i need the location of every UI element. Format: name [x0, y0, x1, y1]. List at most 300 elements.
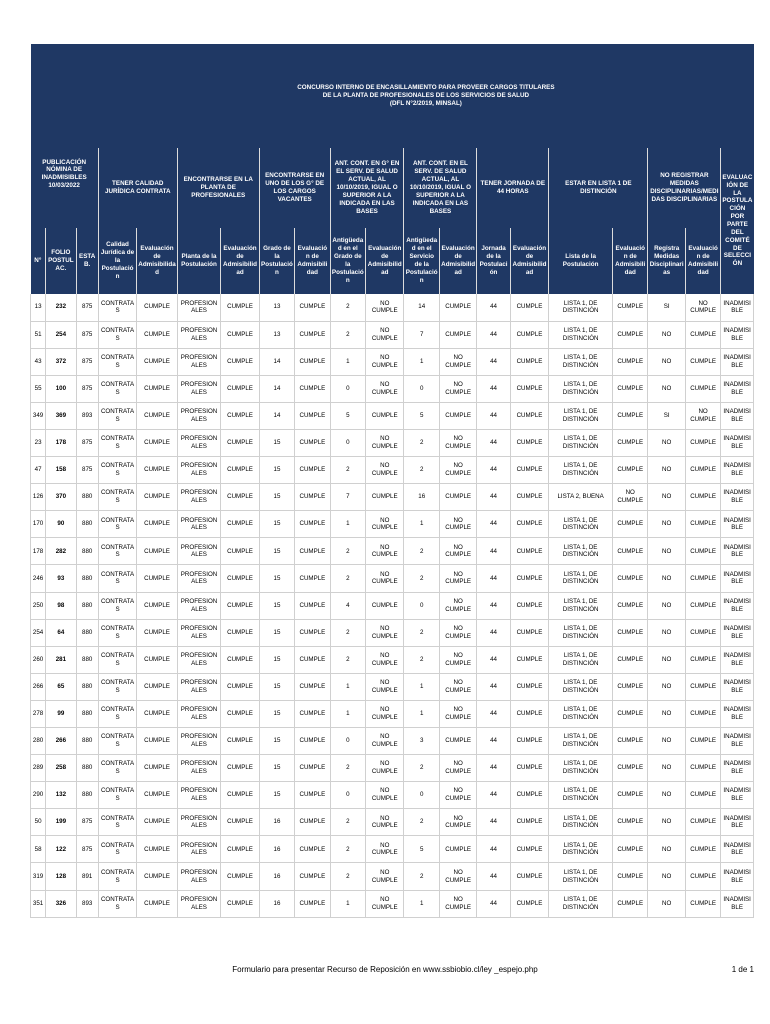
- table-cell: CUMPLE: [221, 375, 259, 402]
- table-cell: CUMPLE: [137, 755, 177, 782]
- table-cell: CONTRATAS: [98, 429, 136, 456]
- table-cell: CUMPLE: [221, 782, 259, 809]
- table-cell: CUMPLE: [221, 321, 259, 348]
- table-cell: CUMPLE: [137, 321, 177, 348]
- table-cell: NO: [648, 700, 685, 727]
- table-row: [31, 321, 754, 348]
- table-cell: 266: [31, 673, 46, 700]
- table-cell: 47: [31, 457, 46, 484]
- table-cell: CUMPLE: [613, 565, 648, 592]
- table-cell: 5: [404, 836, 439, 863]
- table-cell: 122: [46, 836, 76, 863]
- table-cell: CUMPLE: [295, 836, 330, 863]
- table-cell: CUMPLE: [137, 782, 177, 809]
- table-cell: PROFESIONALES: [177, 429, 221, 456]
- table-cell: 44: [477, 348, 510, 375]
- table-cell: CONTRATAS: [98, 809, 136, 836]
- table-cell: 0: [330, 782, 365, 809]
- table-cell: 254: [31, 619, 46, 646]
- table-cell: CUMPLE: [295, 321, 330, 348]
- table-cell: CONTRATAS: [98, 619, 136, 646]
- table-cell: CUMPLE: [613, 863, 648, 890]
- col-n: N°: [31, 228, 46, 294]
- table-cell: NO: [648, 755, 685, 782]
- table-cell: CUMPLE: [510, 321, 548, 348]
- table-cell: NO CUMPLE: [439, 619, 476, 646]
- table-cell: INADMISIBLE: [721, 728, 754, 755]
- table-cell: CUMPLE: [295, 294, 330, 321]
- table-cell: CUMPLE: [137, 375, 177, 402]
- col-calidad: Calidad Jurídica de la Postulación: [98, 228, 136, 294]
- table-cell: CUMPLE: [613, 402, 648, 429]
- req-jornada: TENER JORNADA DE 44 HORAS: [477, 148, 549, 228]
- table-cell: 246: [31, 565, 46, 592]
- table-cell: NO CUMPLE: [366, 429, 404, 456]
- table-cell: 3: [404, 728, 439, 755]
- table-cell: CUMPLE: [685, 511, 720, 538]
- table-cell: 16: [259, 809, 294, 836]
- table-cell: NO: [648, 673, 685, 700]
- table-cell: CUMPLE: [366, 402, 404, 429]
- table-cell: NO CUMPLE: [366, 457, 404, 484]
- col-ant-grado: Antigüedad en el Grado de la Postulación: [330, 228, 365, 294]
- table-cell: 4: [330, 592, 365, 619]
- table-cell: 349: [31, 402, 46, 429]
- table-cell: LISTA 1, DE DISTINCIÓN: [549, 429, 613, 456]
- table-cell: CUMPLE: [221, 619, 259, 646]
- table-cell: CUMPLE: [366, 484, 404, 511]
- table-cell: CUMPLE: [613, 592, 648, 619]
- table-cell: 280: [31, 728, 46, 755]
- table-cell: LISTA 1, DE DISTINCIÓN: [549, 565, 613, 592]
- table-cell: 2: [330, 321, 365, 348]
- table-cell: CUMPLE: [295, 565, 330, 592]
- publicacion-label: PUBLICACIÓN NÓMINA DE INADMISIBLES 10/03/2022: [31, 44, 99, 228]
- table-cell: 893: [76, 890, 98, 917]
- table-cell: 369: [46, 402, 76, 429]
- table-cell: CUMPLE: [137, 836, 177, 863]
- table-cell: PROFESIONALES: [177, 863, 221, 890]
- table-cell: SI: [648, 294, 685, 321]
- table-cell: LISTA 1, DE DISTINCIÓN: [549, 836, 613, 863]
- table-cell: NO CUMPLE: [439, 592, 476, 619]
- table-cell: LISTA 1, DE DISTINCIÓN: [549, 646, 613, 673]
- table-cell: LISTA 1, DE DISTINCIÓN: [549, 890, 613, 917]
- col-planta: Planta de la Postulación: [177, 228, 221, 294]
- table-cell: CUMPLE: [613, 809, 648, 836]
- table-cell: CUMPLE: [510, 673, 548, 700]
- table-cell: 44: [477, 511, 510, 538]
- col-registra: Registra Medidas Disciplinarias: [648, 228, 685, 294]
- table-cell: CONTRATAS: [98, 348, 136, 375]
- table-cell: CUMPLE: [510, 700, 548, 727]
- table-cell: CUMPLE: [613, 294, 648, 321]
- table-cell: CUMPLE: [613, 321, 648, 348]
- table-cell: CUMPLE: [295, 484, 330, 511]
- table-cell: 1: [330, 700, 365, 727]
- table-cell: CUMPLE: [295, 863, 330, 890]
- col-ant-serv: Antigüedad en el Servicio de la Postulación: [404, 228, 439, 294]
- table-cell: 875: [76, 294, 98, 321]
- table-cell: CUMPLE: [613, 890, 648, 917]
- table-cell: CUMPLE: [221, 402, 259, 429]
- table-cell: CUMPLE: [295, 646, 330, 673]
- table-cell: CUMPLE: [685, 565, 720, 592]
- table-cell: CUMPLE: [439, 402, 476, 429]
- table-cell: CUMPLE: [685, 429, 720, 456]
- table-cell: NO CUMPLE: [439, 511, 476, 538]
- table-cell: NO CUMPLE: [439, 700, 476, 727]
- table-cell: 178: [46, 429, 76, 456]
- table-cell: NO CUMPLE: [366, 673, 404, 700]
- table-cell: CUMPLE: [137, 402, 177, 429]
- table-row: [31, 592, 754, 619]
- table-cell: CUMPLE: [510, 592, 548, 619]
- col-lista: Lista de la Postulación: [549, 228, 613, 294]
- table-cell: 2: [404, 619, 439, 646]
- table-cell: 1: [330, 348, 365, 375]
- table-cell: CONTRATAS: [98, 863, 136, 890]
- table-cell: LISTA 1, DE DISTINCIÓN: [549, 700, 613, 727]
- table-cell: CUMPLE: [510, 755, 548, 782]
- table-cell: NO: [648, 619, 685, 646]
- concurso-title: [98, 44, 753, 148]
- table-cell: PROFESIONALES: [177, 294, 221, 321]
- table-cell: CUMPLE: [613, 348, 648, 375]
- table-cell: PROFESIONALES: [177, 565, 221, 592]
- col-folio: FOLIO POSTULAC.: [46, 228, 76, 294]
- table-cell: CUMPLE: [510, 375, 548, 402]
- table-cell: CUMPLE: [295, 782, 330, 809]
- table-cell: CONTRATAS: [98, 484, 136, 511]
- table-cell: 351: [31, 890, 46, 917]
- table-cell: 289: [31, 755, 46, 782]
- table-cell: 2: [330, 836, 365, 863]
- table-cell: CUMPLE: [221, 538, 259, 565]
- table-row: [31, 673, 754, 700]
- table-cell: 44: [477, 402, 510, 429]
- table-cell: PROFESIONALES: [177, 809, 221, 836]
- table-cell: CUMPLE: [685, 890, 720, 917]
- table-cell: CUMPLE: [137, 809, 177, 836]
- table-cell: 875: [76, 457, 98, 484]
- table-cell: CUMPLE: [221, 484, 259, 511]
- table-cell: 2: [404, 538, 439, 565]
- table-cell: 158: [46, 457, 76, 484]
- table-cell: INADMISIBLE: [721, 809, 754, 836]
- table-cell: 2: [330, 294, 365, 321]
- table-cell: 13: [259, 321, 294, 348]
- table-cell: NO CUMPLE: [366, 836, 404, 863]
- table-cell: CUMPLE: [137, 457, 177, 484]
- table-cell: 43: [31, 348, 46, 375]
- table-cell: CUMPLE: [137, 728, 177, 755]
- table-cell: CUMPLE: [685, 728, 720, 755]
- table-cell: CUMPLE: [439, 294, 476, 321]
- table-cell: 132: [46, 782, 76, 809]
- col-eval-5: Evaluación de Admisibilidad: [439, 228, 476, 294]
- table-cell: 2: [404, 457, 439, 484]
- table-cell: 44: [477, 836, 510, 863]
- table-cell: 44: [477, 863, 510, 890]
- table-cell: 170: [31, 511, 46, 538]
- table-row: [31, 294, 754, 321]
- table-cell: 15: [259, 457, 294, 484]
- table-cell: CUMPLE: [685, 809, 720, 836]
- table-cell: NO CUMPLE: [366, 809, 404, 836]
- table-cell: CUMPLE: [613, 511, 648, 538]
- table-row: [31, 890, 754, 917]
- table-cell: INADMISIBLE: [721, 863, 754, 890]
- table-cell: 875: [76, 836, 98, 863]
- table-cell: 1: [404, 700, 439, 727]
- table-cell: 875: [76, 375, 98, 402]
- table-cell: LISTA 1, DE DISTINCIÓN: [549, 538, 613, 565]
- table-cell: CUMPLE: [221, 700, 259, 727]
- table-cell: CUMPLE: [137, 592, 177, 619]
- table-cell: CUMPLE: [137, 294, 177, 321]
- col-jornada: Jornada de la Postulación: [477, 228, 510, 294]
- table-cell: PROFESIONALES: [177, 348, 221, 375]
- table-cell: INADMISIBLE: [721, 511, 754, 538]
- table-cell: PROFESIONALES: [177, 890, 221, 917]
- table-cell: NO CUMPLE: [366, 294, 404, 321]
- table-cell: CUMPLE: [137, 538, 177, 565]
- table-cell: 2: [404, 646, 439, 673]
- table-cell: CUMPLE: [295, 375, 330, 402]
- table-row: [31, 457, 754, 484]
- inadmisibles-table: [30, 44, 754, 918]
- table-cell: 875: [76, 809, 98, 836]
- table-cell: 880: [76, 484, 98, 511]
- table-cell: CUMPLE: [137, 619, 177, 646]
- table-cell: 319: [31, 863, 46, 890]
- table-cell: CUMPLE: [221, 673, 259, 700]
- table-cell: CUMPLE: [137, 646, 177, 673]
- table-cell: 15: [259, 619, 294, 646]
- table-cell: 875: [76, 348, 98, 375]
- table-row: [31, 755, 754, 782]
- table-cell: LISTA 1, DE DISTINCIÓN: [549, 457, 613, 484]
- table-cell: 880: [76, 511, 98, 538]
- table-cell: NO CUMPLE: [439, 565, 476, 592]
- table-cell: 875: [76, 429, 98, 456]
- table-cell: PROFESIONALES: [177, 755, 221, 782]
- table-cell: CUMPLE: [685, 375, 720, 402]
- title-line-3: (DFL N°2/2019, MINSAL): [389, 99, 462, 107]
- table-cell: 55: [31, 375, 46, 402]
- table-cell: INADMISIBLE: [721, 457, 754, 484]
- table-cell: 260: [31, 646, 46, 673]
- table-cell: INADMISIBLE: [721, 619, 754, 646]
- table-cell: LISTA 1, DE DISTINCIÓN: [549, 321, 613, 348]
- table-cell: CUMPLE: [295, 511, 330, 538]
- table-cell: CUMPLE: [510, 782, 548, 809]
- table-cell: NO: [648, 511, 685, 538]
- table-cell: CUMPLE: [295, 457, 330, 484]
- table-cell: LISTA 1, DE DISTINCIÓN: [549, 511, 613, 538]
- table-cell: LISTA 1, DE DISTINCIÓN: [549, 673, 613, 700]
- table-cell: NO CUMPLE: [366, 782, 404, 809]
- table-cell: CUMPLE: [439, 728, 476, 755]
- table-cell: NO CUMPLE: [439, 429, 476, 456]
- table-cell: LISTA 1, DE DISTINCIÓN: [549, 863, 613, 890]
- table-cell: NO CUMPLE: [366, 700, 404, 727]
- table-cell: INADMISIBLE: [721, 429, 754, 456]
- table-cell: CUMPLE: [137, 511, 177, 538]
- table-cell: NO: [648, 728, 685, 755]
- table-cell: LISTA 1, DE DISTINCIÓN: [549, 402, 613, 429]
- table-cell: 282: [46, 538, 76, 565]
- table-cell: 90: [46, 511, 76, 538]
- table-cell: NO: [648, 429, 685, 456]
- table-cell: NO: [648, 484, 685, 511]
- table-cell: 2: [330, 457, 365, 484]
- table-cell: CUMPLE: [295, 348, 330, 375]
- table-cell: NO: [648, 782, 685, 809]
- title-line-2: DE LA PLANTA DE PROFESIONALES DE LOS SERVICIOS DE SALUD: [322, 92, 530, 100]
- table-cell: 15: [259, 511, 294, 538]
- table-cell: 290: [31, 782, 46, 809]
- table-cell: 2: [404, 755, 439, 782]
- table-cell: 100: [46, 375, 76, 402]
- table-row: [31, 375, 754, 402]
- table-cell: CONTRATAS: [98, 646, 136, 673]
- table-cell: CUMPLE: [137, 863, 177, 890]
- col-eval-7: Evaluación de Admisibilidad: [613, 228, 648, 294]
- table-cell: CUMPLE: [510, 294, 548, 321]
- table-cell: LISTA 1, DE DISTINCIÓN: [549, 375, 613, 402]
- table-cell: NO CUMPLE: [366, 863, 404, 890]
- table-cell: 44: [477, 484, 510, 511]
- table-cell: CONTRATAS: [98, 375, 136, 402]
- table-cell: CUMPLE: [221, 809, 259, 836]
- table-cell: 880: [76, 646, 98, 673]
- req-grado: ENCONTRARSE EN UNO DE LOS G° DE LOS CARGOS VACANTES: [259, 148, 330, 228]
- table-cell: CUMPLE: [510, 646, 548, 673]
- table-cell: 44: [477, 375, 510, 402]
- table-cell: NO CUMPLE: [366, 348, 404, 375]
- table-row: [31, 565, 754, 592]
- table-cell: NO CUMPLE: [366, 511, 404, 538]
- table-cell: CONTRATAS: [98, 457, 136, 484]
- table-cell: CONTRATAS: [98, 402, 136, 429]
- table-cell: CUMPLE: [221, 890, 259, 917]
- table-cell: 15: [259, 782, 294, 809]
- table-cell: INADMISIBLE: [721, 565, 754, 592]
- table-cell: CUMPLE: [613, 728, 648, 755]
- table-cell: 15: [259, 646, 294, 673]
- table-cell: PROFESIONALES: [177, 646, 221, 673]
- table-cell: CONTRATAS: [98, 755, 136, 782]
- table-cell: NO CUMPLE: [613, 484, 648, 511]
- footer-text: Formulario para presentar Recurso de Reposición en www.ssbiobio.cl/ley _espejo.php: [232, 965, 538, 974]
- table-row: [31, 700, 754, 727]
- table-cell: PROFESIONALES: [177, 402, 221, 429]
- table-cell: 126: [31, 484, 46, 511]
- table-cell: 254: [46, 321, 76, 348]
- table-cell: 893: [76, 402, 98, 429]
- table-row: [31, 511, 754, 538]
- table-cell: 232: [46, 294, 76, 321]
- table-cell: CUMPLE: [137, 429, 177, 456]
- table-cell: CUMPLE: [613, 646, 648, 673]
- table-cell: LISTA 1, DE DISTINCIÓN: [549, 755, 613, 782]
- table-cell: 258: [46, 755, 76, 782]
- table-cell: NO CUMPLE: [439, 348, 476, 375]
- table-cell: CUMPLE: [295, 619, 330, 646]
- table-cell: CONTRATAS: [98, 673, 136, 700]
- table-cell: 1: [330, 890, 365, 917]
- table-cell: 51: [31, 321, 46, 348]
- table-cell: CUMPLE: [685, 538, 720, 565]
- table-cell: 7: [404, 321, 439, 348]
- page-number: 1 de 1: [731, 965, 754, 974]
- table-cell: CUMPLE: [510, 728, 548, 755]
- table-cell: NO CUMPLE: [439, 538, 476, 565]
- table-cell: CUMPLE: [613, 836, 648, 863]
- table-cell: 44: [477, 429, 510, 456]
- table-cell: 16: [259, 863, 294, 890]
- table-cell: CUMPLE: [221, 348, 259, 375]
- col-estab: ESTAB.: [76, 228, 98, 294]
- table-cell: INADMISIBLE: [721, 836, 754, 863]
- table-cell: CONTRATAS: [98, 782, 136, 809]
- table-cell: LISTA 1, DE DISTINCIÓN: [549, 728, 613, 755]
- table-cell: CUMPLE: [221, 565, 259, 592]
- table-cell: 15: [259, 565, 294, 592]
- table-cell: CUMPLE: [685, 457, 720, 484]
- table-cell: CUMPLE: [439, 321, 476, 348]
- table-cell: PROFESIONALES: [177, 700, 221, 727]
- table-cell: NO CUMPLE: [439, 375, 476, 402]
- table-cell: CUMPLE: [510, 836, 548, 863]
- table-cell: CUMPLE: [295, 402, 330, 429]
- table-cell: CUMPLE: [510, 890, 548, 917]
- table-cell: 281: [46, 646, 76, 673]
- table-cell: 44: [477, 538, 510, 565]
- table-cell: PROFESIONALES: [177, 728, 221, 755]
- table-cell: CONTRATAS: [98, 565, 136, 592]
- table-cell: 44: [477, 782, 510, 809]
- table-cell: 44: [477, 755, 510, 782]
- table-cell: CUMPLE: [613, 755, 648, 782]
- table-cell: CUMPLE: [221, 592, 259, 619]
- table-cell: PROFESIONALES: [177, 321, 221, 348]
- table-cell: 1: [404, 673, 439, 700]
- table-cell: 44: [477, 294, 510, 321]
- table-cell: 880: [76, 673, 98, 700]
- table-cell: CUMPLE: [366, 592, 404, 619]
- table-cell: 250: [31, 592, 46, 619]
- table-cell: LISTA 1, DE DISTINCIÓN: [549, 348, 613, 375]
- col-eval-4: Evaluación de Admisibilidad: [366, 228, 404, 294]
- table-cell: CUMPLE: [685, 619, 720, 646]
- table-cell: 16: [259, 890, 294, 917]
- table-cell: NO CUMPLE: [439, 809, 476, 836]
- table-row: [31, 402, 754, 429]
- table-cell: NO CUMPLE: [439, 755, 476, 782]
- table-cell: CUMPLE: [137, 673, 177, 700]
- table-cell: 44: [477, 646, 510, 673]
- col-eval-1: Evaluación de Admisibilidad: [137, 228, 177, 294]
- table-cell: 891: [76, 863, 98, 890]
- table-cell: 14: [259, 402, 294, 429]
- table-cell: NO: [648, 321, 685, 348]
- table-cell: 44: [477, 673, 510, 700]
- table-row: [31, 348, 754, 375]
- table-cell: CUMPLE: [685, 700, 720, 727]
